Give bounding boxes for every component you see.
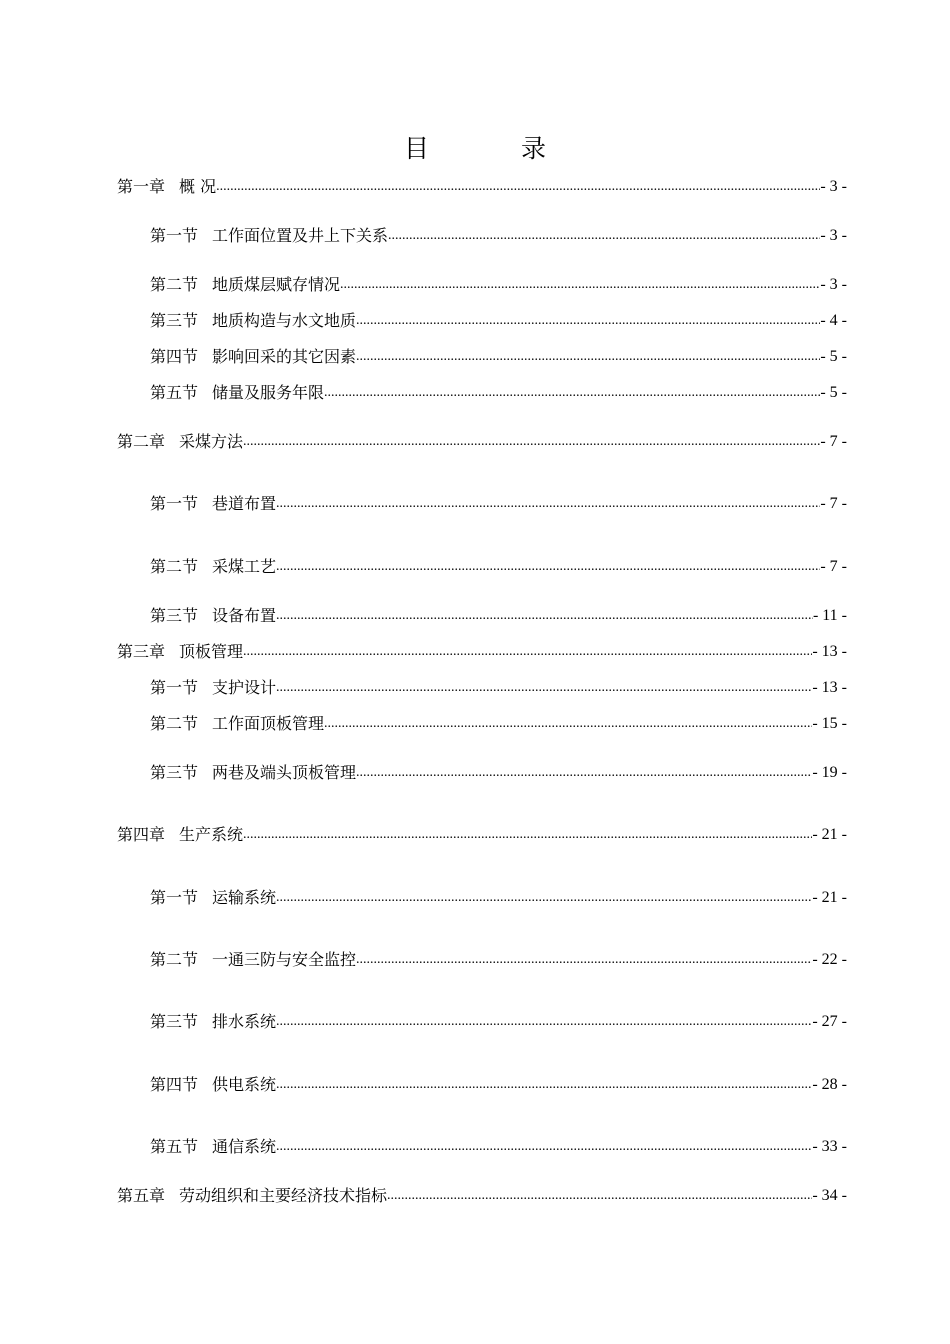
toc-number: 第五节 bbox=[150, 383, 199, 402]
toc-leader-dots bbox=[388, 225, 820, 247]
toc-page-number: - 28 - bbox=[812, 1076, 847, 1093]
toc-entry-section[interactable] bbox=[150, 713, 847, 735]
toc-entry-section[interactable] bbox=[150, 556, 847, 578]
toc-title: 影响回采的其它因素 bbox=[212, 347, 357, 366]
toc-entry-section[interactable] bbox=[150, 677, 847, 699]
toc-number: 第五节 bbox=[150, 1137, 199, 1156]
toc-title: 排水系统 bbox=[212, 1012, 277, 1031]
toc-leader-dots bbox=[276, 887, 812, 909]
toc-title: 地质构造与水文地质 bbox=[212, 311, 357, 330]
toc-title: 生产系统 bbox=[179, 825, 244, 844]
toc-number: 第二节 bbox=[150, 950, 199, 969]
toc-page-number: - 21 - bbox=[812, 826, 847, 843]
toc-leader-dots bbox=[276, 1074, 812, 1096]
toc-leader-dots bbox=[324, 382, 820, 404]
toc-number: 第五章 bbox=[117, 1186, 166, 1205]
toc-entry-section[interactable] bbox=[150, 225, 847, 247]
toc-leader-dots bbox=[276, 605, 813, 627]
toc-page-number: - 5 - bbox=[820, 384, 847, 401]
toc-leader-dots bbox=[356, 949, 812, 971]
toc-leader-dots bbox=[340, 274, 820, 296]
toc-page-number: - 13 - bbox=[812, 679, 847, 696]
toc-title: 储量及服务年限 bbox=[212, 383, 325, 402]
toc-title: 劳动组织和主要经济技术指标 bbox=[179, 1186, 388, 1205]
toc-page-number: - 5 - bbox=[820, 348, 847, 365]
toc-number: 第三章 bbox=[117, 642, 166, 661]
toc-leader-dots bbox=[216, 176, 820, 198]
toc-entry-section[interactable] bbox=[150, 605, 847, 627]
toc-page-number: - 11 - bbox=[812, 607, 847, 624]
toc-number: 第三节 bbox=[150, 311, 199, 330]
toc-number: 第二节 bbox=[150, 714, 199, 733]
toc-entry-section[interactable] bbox=[150, 949, 847, 971]
toc-title: 运输系统 bbox=[212, 888, 277, 907]
toc-page-number: - 3 - bbox=[820, 227, 847, 244]
toc-leader-dots bbox=[276, 556, 820, 578]
toc-title: 巷道布置 bbox=[212, 494, 277, 513]
toc-leader-dots bbox=[356, 762, 812, 784]
toc-number: 第二章 bbox=[117, 432, 166, 451]
toc-page-number: - 3 - bbox=[820, 178, 847, 195]
toc-leader-dots bbox=[243, 824, 812, 846]
toc-number: 第一节 bbox=[150, 888, 199, 907]
toc-leader-dots bbox=[276, 493, 820, 515]
toc-entry-chapter-3[interactable] bbox=[117, 641, 847, 663]
toc-number: 第一节 bbox=[150, 226, 199, 245]
toc-number: 第四节 bbox=[150, 1075, 199, 1094]
toc-title: 顶板管理 bbox=[179, 642, 244, 661]
toc-number: 第三节 bbox=[150, 606, 199, 625]
toc-entry-chapter-1[interactable] bbox=[117, 176, 847, 198]
toc-title: 一通三防与安全监控 bbox=[212, 950, 357, 969]
toc-title: 支护设计 bbox=[212, 678, 277, 697]
toc-page-number: - 34 - bbox=[812, 1187, 847, 1204]
toc-number: 第一章 bbox=[117, 177, 166, 196]
toc-entry-section[interactable] bbox=[150, 346, 847, 368]
toc-entry-chapter-4[interactable] bbox=[117, 824, 847, 846]
toc-page-number: - 15 - bbox=[812, 715, 847, 732]
toc-number: 第二节 bbox=[150, 275, 199, 294]
toc-title: 概 况 bbox=[179, 177, 217, 196]
toc-page-number: - 21 - bbox=[812, 889, 847, 906]
toc-page-number: - 4 - bbox=[820, 312, 847, 329]
toc-title: 供电系统 bbox=[212, 1075, 277, 1094]
toc-page-number: - 7 - bbox=[820, 433, 847, 450]
toc-leader-dots bbox=[276, 677, 812, 699]
toc-entry-section[interactable] bbox=[150, 382, 847, 404]
toc-page-number: - 7 - bbox=[820, 558, 847, 575]
toc-entry-section[interactable] bbox=[150, 310, 847, 332]
toc-number: 第四章 bbox=[117, 825, 166, 844]
toc-entry-section[interactable] bbox=[150, 274, 847, 296]
toc-leader-dots bbox=[243, 431, 820, 453]
toc-leader-dots bbox=[243, 641, 812, 663]
toc-title: 两巷及端头顶板管理 bbox=[212, 763, 357, 782]
toc-title: 采煤方法 bbox=[179, 432, 244, 451]
toc-title: 设备布置 bbox=[212, 606, 277, 625]
toc-page-number: - 19 - bbox=[812, 764, 847, 781]
toc-entry-section[interactable] bbox=[150, 1074, 847, 1096]
toc-entry-chapter-5[interactable] bbox=[117, 1185, 847, 1207]
toc-leader-dots bbox=[276, 1136, 812, 1158]
toc-number: 第一节 bbox=[150, 494, 199, 513]
toc-title: 地质煤层赋存情况 bbox=[212, 275, 341, 294]
toc-page-number: - 3 - bbox=[820, 276, 847, 293]
toc-entry-section[interactable] bbox=[150, 493, 847, 515]
toc-page-number: - 33 - bbox=[812, 1138, 847, 1155]
page-title: 目 录 bbox=[404, 134, 588, 163]
toc-entry-chapter-2[interactable] bbox=[117, 431, 847, 453]
toc-number: 第四节 bbox=[150, 347, 199, 366]
toc-page-number: - 27 - bbox=[812, 1013, 847, 1030]
toc-page-number: - 22 - bbox=[812, 951, 847, 968]
toc-title: 工作面位置及井上下关系 bbox=[212, 226, 389, 245]
toc-leader-dots bbox=[324, 713, 812, 735]
toc-entry-section[interactable] bbox=[150, 1011, 847, 1033]
toc-title: 工作面顶板管理 bbox=[212, 714, 325, 733]
toc-number: 第一节 bbox=[150, 678, 199, 697]
toc-entry-section[interactable] bbox=[150, 1136, 847, 1158]
toc-entry-section[interactable] bbox=[150, 762, 847, 784]
toc-number: 第三节 bbox=[150, 763, 199, 782]
toc-page-number: - 7 - bbox=[820, 495, 847, 512]
toc-title: 通信系统 bbox=[212, 1137, 277, 1156]
toc-page-number: - 13 - bbox=[812, 643, 847, 660]
toc-title: 采煤工艺 bbox=[212, 557, 277, 576]
toc-number: 第二节 bbox=[150, 557, 199, 576]
toc-leader-dots bbox=[356, 310, 820, 332]
toc-leader-dots bbox=[356, 346, 820, 368]
toc-entry-section[interactable] bbox=[150, 887, 847, 909]
toc-number: 第三节 bbox=[150, 1012, 199, 1031]
toc-leader-dots bbox=[387, 1185, 812, 1207]
toc-leader-dots bbox=[276, 1011, 812, 1033]
